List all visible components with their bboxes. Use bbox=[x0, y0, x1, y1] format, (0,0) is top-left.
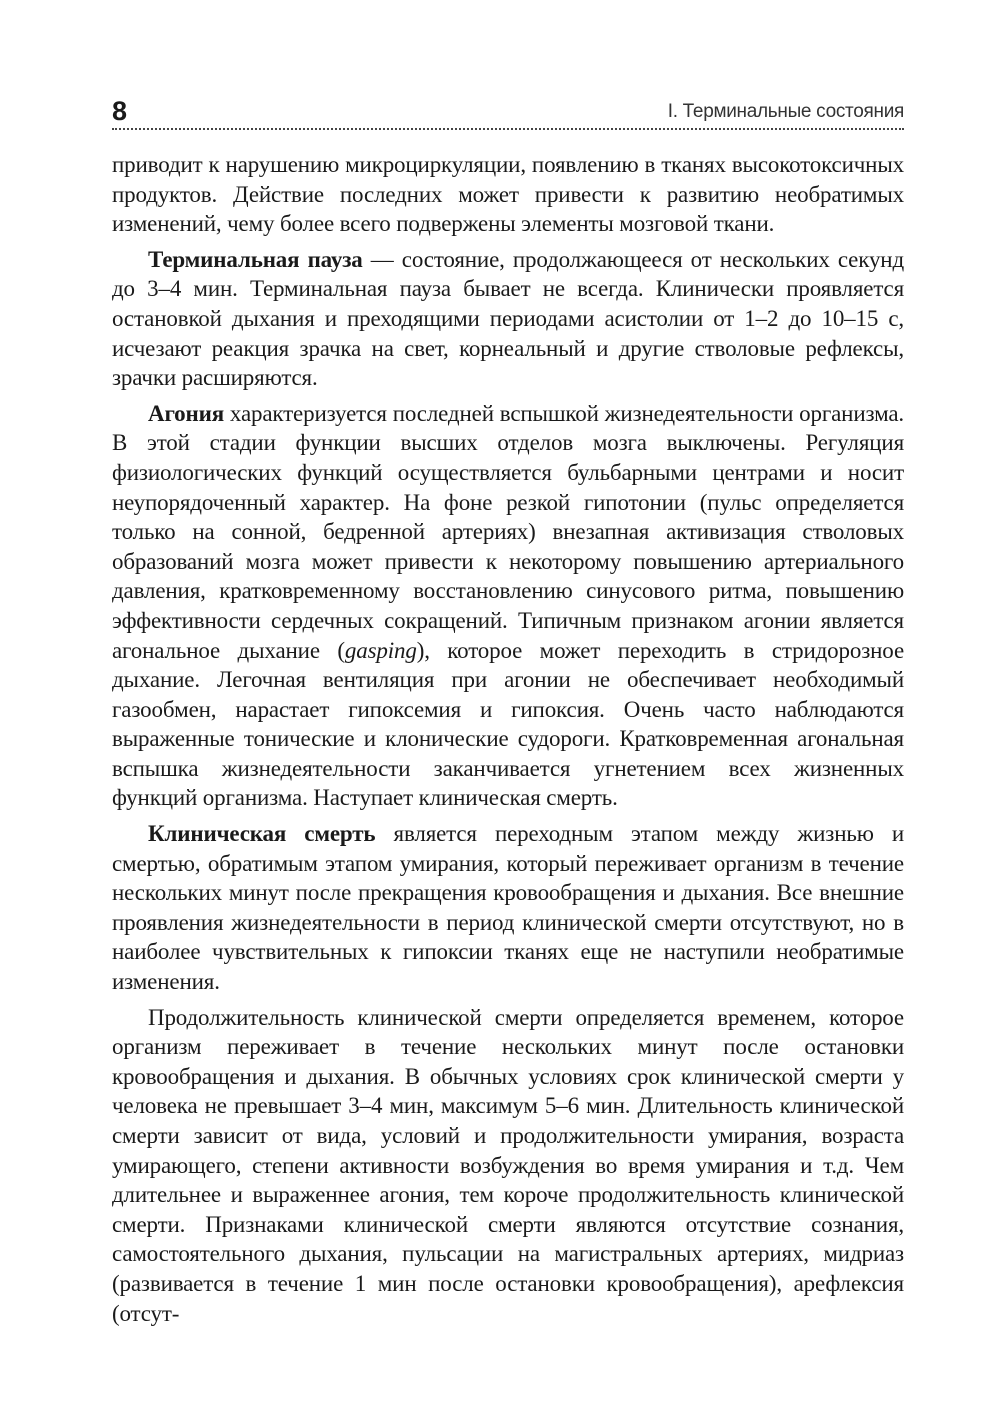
term-agony: Агония bbox=[148, 400, 225, 426]
paragraph-agony bbox=[112, 399, 904, 813]
body-text bbox=[112, 150, 904, 1328]
term-terminal-pause: Терминальная пауза bbox=[148, 246, 363, 272]
book-page bbox=[112, 92, 904, 1334]
header-dotted-rule bbox=[112, 128, 904, 130]
page-number: 8 bbox=[112, 96, 128, 126]
paragraph-text: ), которое может переходить в стридорозное дыхание. Легочная вентиляция при агонии не обеспечивает необходимый газообмен, нарастает гипоксемия и гипоксия. Очень часто наблюдаются выраженные тонические и клонические судороги. Кратковременная агональная вспышка жизнедеятельности заканчивается угнетением всех жизненных функций организма. Наступает клиническая смерть. bbox=[112, 637, 904, 811]
paragraph-clinical-death bbox=[112, 819, 904, 997]
paragraph-text: — состояние, продолжающееся от нескольких секунд до 3–4 мин. Терминальная пауза бывает не всегда. Клинически проявляется остановкой дыхания и преходящими периодами асистолии от 1–2 до 10–15 с, исчезают реакция зрачка на свет, корнеальный и другие стволовые рефлексы, зрачки расширяются. bbox=[112, 246, 904, 391]
chapter-title: I. Терминальные состояния bbox=[667, 101, 904, 122]
paragraph-text: приводит к нарушению микроциркуляции, появлению в тканях высокотоксичных продуктов. Действие последних может привести к развитию необратимых изменений, чему более всего подвержены элементы мозговой ткани. bbox=[112, 152, 904, 237]
paragraph-text: характеризуется последней вспышкой жизнедеятельности организма. В этой стадии функции высших отделов мозга выключены. Регуляция физиологических функций осуществляется бульбарными центрами и носит неупорядоченный характер. На фоне резкой гипотонии (пульс определяется только на сонной, бедренной артериях) внезапная активизация стволовых образований мозга может привести к некоторому повышению артериального давления, кратковременному восстановлению синусового ритма, повышению эффективности сердечных сокращений. Типичным признаком агонии является агональное дыхание ( bbox=[112, 400, 904, 663]
running-head bbox=[112, 92, 904, 128]
term-clinical-death: Клиническая смерть bbox=[148, 821, 376, 847]
paragraph-text: Продолжительность клинической смерти определяется временем, которое организм переживает в течение нескольких минут после остановки кровообращения и дыхания. В обычных условиях срок клинической смерти у человека не превышает 3–4 мин, максимум 5–6 мин. Длительность клинической смерти зависит от вида, условий и продолжительности умирания, возраста умирающего, степени активности возбуждения во время умирания и т.д. Чем длительнее и выраженнее агония, тем короче продолжительность клинической смерти. Признаками клинической смерти являются отсутствие сознания, самостоятельного дыхания, пульсации на магистральных артериях, мидриаз (развивается в течение 1 мин после остановки кровообращения), арефлексия (отсут- bbox=[112, 1004, 904, 1326]
paragraph-duration bbox=[112, 1003, 904, 1329]
foreign-term-gasping: gasping bbox=[344, 637, 417, 663]
paragraph-continued bbox=[112, 150, 904, 239]
paragraph-terminal-pause bbox=[112, 245, 904, 393]
paragraph-text: является переходным этапом между жизнью и смертью, обратимым этапом умирания, который переживает организм в течение нескольких минут после прекращения кровообращения и дыхания. Все внешние проявления жизнедеятельности в период клинической смерти отсутствуют, но в наиболее чувствительных к гипоксии тканях еще не наступили необратимые изменения. bbox=[112, 821, 904, 995]
